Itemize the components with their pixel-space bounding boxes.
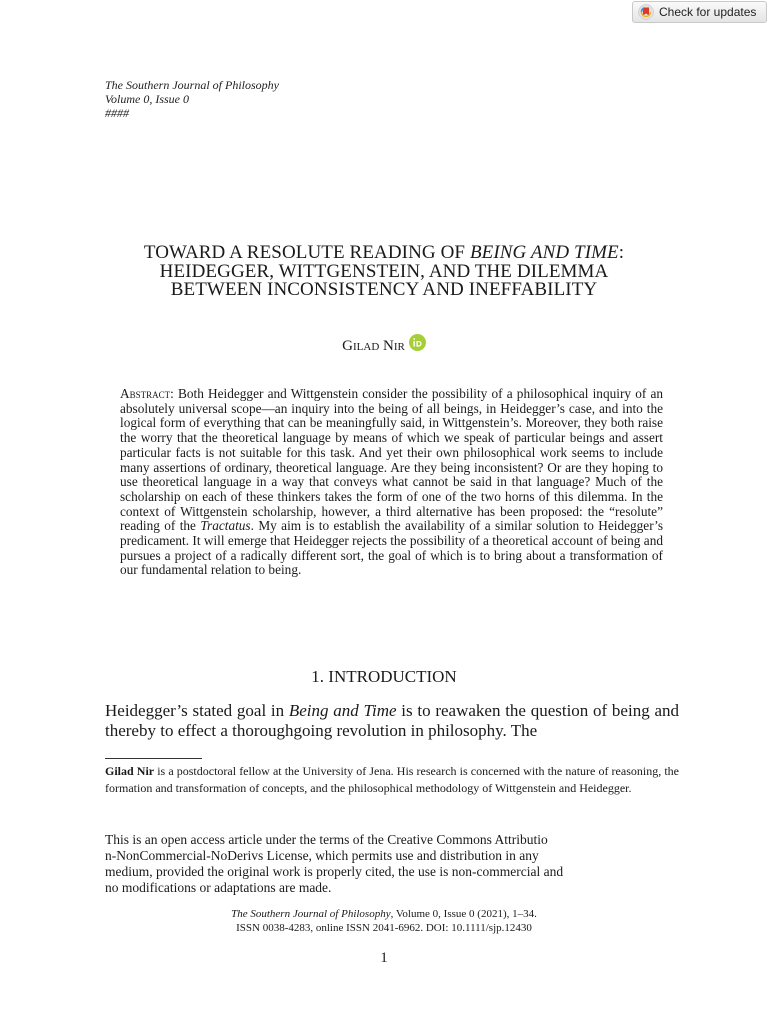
citation-footer	[0, 907, 768, 935]
abstract-italic: Tractatus	[200, 518, 251, 534]
license-notice	[105, 832, 679, 896]
body-text-end: is to reawaken the question of being and thereby to effect a thoroughgoing revolution in philosophy. The	[105, 701, 679, 740]
author-byline	[0, 336, 768, 356]
footnote-divider	[105, 758, 202, 759]
journal-name: The Southern Journal of Philosophy	[105, 78, 279, 92]
license-line-2: n-NonCommercial-NoDerivs License, which permits use and distribution in any	[105, 848, 539, 863]
title-line-1-suffix: :	[618, 242, 625, 263]
journal-placeholder: ####	[105, 106, 129, 120]
title-line-1	[80, 244, 688, 263]
author-name: Gilad Nir	[342, 338, 405, 354]
footnote-author-name: Gilad Nir	[105, 764, 155, 778]
title-line-1-italic: BEING AND TIME	[469, 242, 619, 263]
body-text-start: Heidegger’s stated goal in	[105, 701, 289, 720]
body-paragraph	[105, 701, 679, 741]
title-line-1-prefix: TOWARD A RESOLUTE READING OF	[143, 242, 470, 263]
license-line-4: no modifications or adaptations are made.	[105, 880, 332, 895]
article-title	[80, 244, 688, 300]
journal-volume: Volume 0, Issue 0	[105, 92, 189, 106]
orcid-icon[interactable]	[409, 334, 426, 351]
abstract-text-end: . My aim is to establish the availability of a similar solution to Heidegger’s predicament. It will emerge that Heidegger rejects the possibility of a theoretical account of being and pursues a project of a radically different sort, the goal of which is to bring about a transformation of our fundamental relation to being.	[120, 518, 663, 578]
citation-details: , Volume 0, Issue 0 (2021), 1–34.	[390, 908, 537, 920]
page-number: 1	[380, 950, 388, 966]
title-line-2: HEIDEGGER, WITTGENSTEIN, AND THE DILEMMA	[159, 260, 609, 282]
section-heading	[0, 667, 768, 687]
citation-journal: The Southern Journal of Philosophy	[231, 908, 391, 920]
journal-header	[105, 78, 279, 120]
license-line-3: medium, provided the original work is properly cited, the use is non-commercial and	[105, 864, 564, 879]
body-italic: Being and Time	[288, 701, 397, 720]
section-number: 1.	[311, 667, 325, 686]
citation-issn: ISSN 0038-4283, online ISSN 2041-6962. DOI: 10.1111/sjp.12430	[236, 922, 532, 934]
license-line-1: This is an open access article under the terms of the Creative Commons Attributio	[105, 832, 548, 847]
title-line-3: BETWEEN INCONSISTENCY AND INEFFABILITY	[170, 279, 598, 300]
abstract-text: Both Heidegger and Wittgenstein consider the possibility of a philosophical inquiry of an absolutely universal scope—an inquiry into the being of all beings, in Heidegger’s case, and into the logical form of everything that can be meaningfully said, in Wittgenstein’s. Moreover, they both raise the worry that the theoretical language by means of which we speak of particular beings and assert particular facts is not suitable for this task. And yet their own philosophical work seems to include many assertions of ordinary, theoretical language. Are they being inconsistent? Or are they hoping to use theoretical language in a way that conveys what cannot be said in that language? Much of the scholarship on each of these thinkers takes the form of one of the two horns of this dilemma. In the context of Wittgenstein scholarship, however, a third alternative has been proposed: the “resolute” reading of the	[120, 386, 663, 534]
check-for-updates-button[interactable]	[632, 1, 767, 23]
section-title: INTRODUCTION	[328, 667, 457, 686]
abstract: Abstract: Both Heidegger and Wittgenstein consider the possibility of a philosophical inquiry of an absolutely universal scope—an inquiry into the being of all beings, in Heidegger’s case, and into the logical form of everything that can be meaningfully said, in Wittgenstein’s. Moreover, they both raise the worry that the theoretical language by means of which we speak of particular beings and assert particular facts is not suitable for this task. And yet their own philosophical work seems to include many assertions of ordinary, theoretical language. Are they being inconsistent? Or are they hoping to use theoretical language in a way that conveys what cannot be said in that language? Much of the scholarship on each of these thinkers takes the form of one of the two horns of this dilemma. In the context of Wittgenstein scholarship, however, a third alternative has been proposed: the “resolute” reading of the Tractatus. My aim is to establish the availability of a similar solution to Heidegger’s predicament. It will emerge that Heidegger rejects the possibility of a theoretical account of being and pursues a project of a radically different sort, the goal of which is to bring about a transformation of our fundamental relation to being.	[120, 386, 663, 578]
author-footnote	[105, 763, 679, 797]
abstract-label: Abstract	[120, 386, 171, 401]
check-for-updates-label: Check for updates	[659, 5, 757, 19]
crossmark-icon	[638, 4, 654, 20]
footnote-text: is a postdoctoral fellow at the University of Jena. His research is concerned with the nature of reasoning, the formation and transformation of concepts, and the philosophical methodology of Wittgenstein and Heidegger.	[105, 764, 679, 795]
